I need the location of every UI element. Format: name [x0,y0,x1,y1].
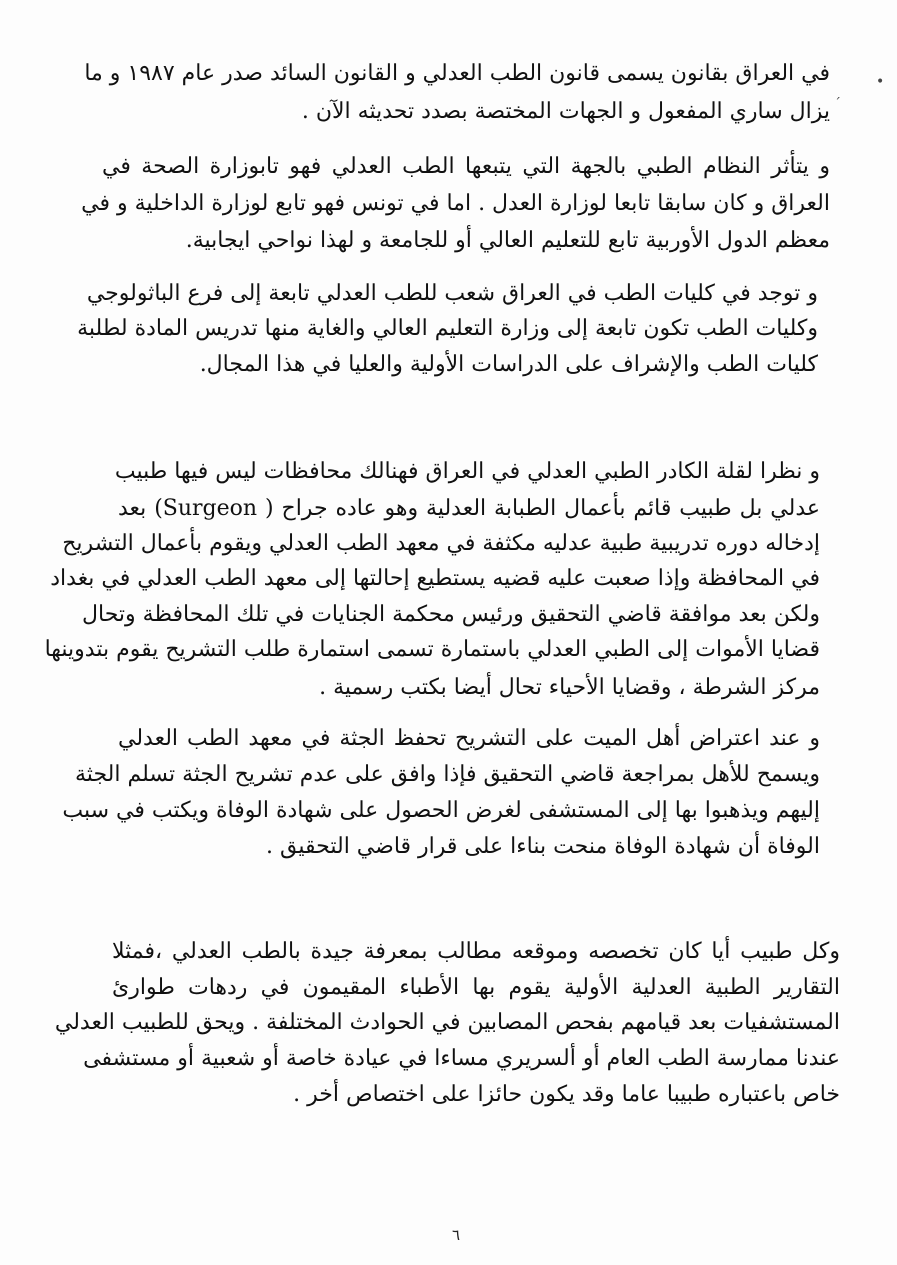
paragraph-4-line-3: إدخاله دوره تدريبية طبية عدليه مكثفة في معهد الطب العدلي ويقوم بأعمال التشريح [62,531,820,556]
paragraph-4-line-1: و نظرا لقلة الكادر الطبي العدلي في العراق فهنالك محافظات ليس فيها طبيب [114,459,820,484]
paragraph-2-line-3: معظم الدول الأوربية تابع للتعليم العالي أو للجامعة و لهذا نواحي ايجابية. [185,228,830,253]
paragraph-4-line-7: مركز الشرطة ، وقضايا الأحياء تحال أيضا بكتب رسمية . [319,675,820,700]
paragraph-1-line-2: يزال ساري المفعول و الجهات المختصة بصدد تحديثه الآن . [301,99,830,124]
paragraph-4-line-6: قضايا الأموات إلى الطبي العدلي باستمارة تسمى استمارة طلب التشريح يقوم بتدوينها [44,637,820,662]
paragraph-5-line-3: إليهم ويذهبوا بها إلى المستشفى لغرض الحصول على شهادة الوفاة ويكتب في سبب [62,798,820,823]
paragraph-3-line-2: وكليات الطب تكون تابعة إلى وزارة التعليم العالي والغاية منها تدريس المادة لطلبة [77,316,818,341]
paragraph-6-line-3: المستشفيات بعد قيامهم بفحص المصابين في الحوادث المختلفة . ويحق للطبيب العدلي [54,1010,840,1035]
paragraph-4-line-4: في المحافظة وإذا صعبت عليه قضيه يستطيع إحالتها إلى معهد الطب العدلي في بغداد [50,566,820,591]
scan-dot-mark: • [876,74,885,90]
paragraph-5-line-2: ويسمح للأهل بمراجعة قاضي التحقيق فإذا وافق على عدم تشريح الجثة تسلم الجثة [75,762,820,787]
scan-tick-mark: ˊ [834,96,841,112]
paragraph-5-line-4: الوفاة أن شهادة الوفاة منحت بناءا على قرار قاضي التحقيق . [266,834,820,859]
paragraph-4-line-5: ولكن بعد موافقة قاضي التحقيق ورئيس محكمة الجنايات في تلك المحافظة وتحال [82,602,820,627]
paragraph-4-line-2: عدلي بل طبيب قائم بأعمال الطبابة العدلية وهو عاده جراح ( Surgeon) بعد [118,496,820,521]
paragraph-2-line-1: و يتأثر النظام الطبي بالجهة التي يتبعها الطب العدلي فهو تابوزارة الصحة في [102,154,830,179]
paragraph-5-line-1: و عند اعتراض أهل الميت على التشريح تحفظ الجثة في معهد الطب العدلي [118,726,820,751]
paragraph-6-line-1: وكل طبيب أيا كان تخصصه وموقعه مطالب بمعرفة جيدة بالطب العدلي ،فمثلا [112,939,840,964]
paragraph-3-line-1: و توجد في كليات الطب في العراق شعب للطب العدلي تابعة إلى فرع الباثولوجي [86,281,818,306]
paragraph-1-line-1: في العراق بقانون يسمى قانون الطب العدلي و القانون السائد صدر عام ١٩٨٧ و ما [84,61,830,86]
page-number: ٦ [452,1226,461,1244]
paragraph-3-line-3: كليات الطب والإشراف على الدراسات الأولية والعليا في هذا المجال. [199,352,818,377]
paragraph-6-line-5: خاص باعتباره طبيبا عاما وقد يكون حائزا على اختصاص أخر . [293,1082,840,1107]
paragraph-6-line-4: عندنا ممارسة الطب العام أو ألسريري مساءا في عيادة خاصة أو شعبية أو مستشفى [83,1046,840,1071]
paragraph-6-line-2: التقارير الطبية العدلية الأولية يقوم بها الأطباء المقيمون في ردهات طوارئ [112,975,840,1000]
paragraph-2-line-2: العراق و كان سابقا تابعا لوزارة العدل . اما في تونس فهو تابع لوزارة الداخلية و في [81,191,830,216]
